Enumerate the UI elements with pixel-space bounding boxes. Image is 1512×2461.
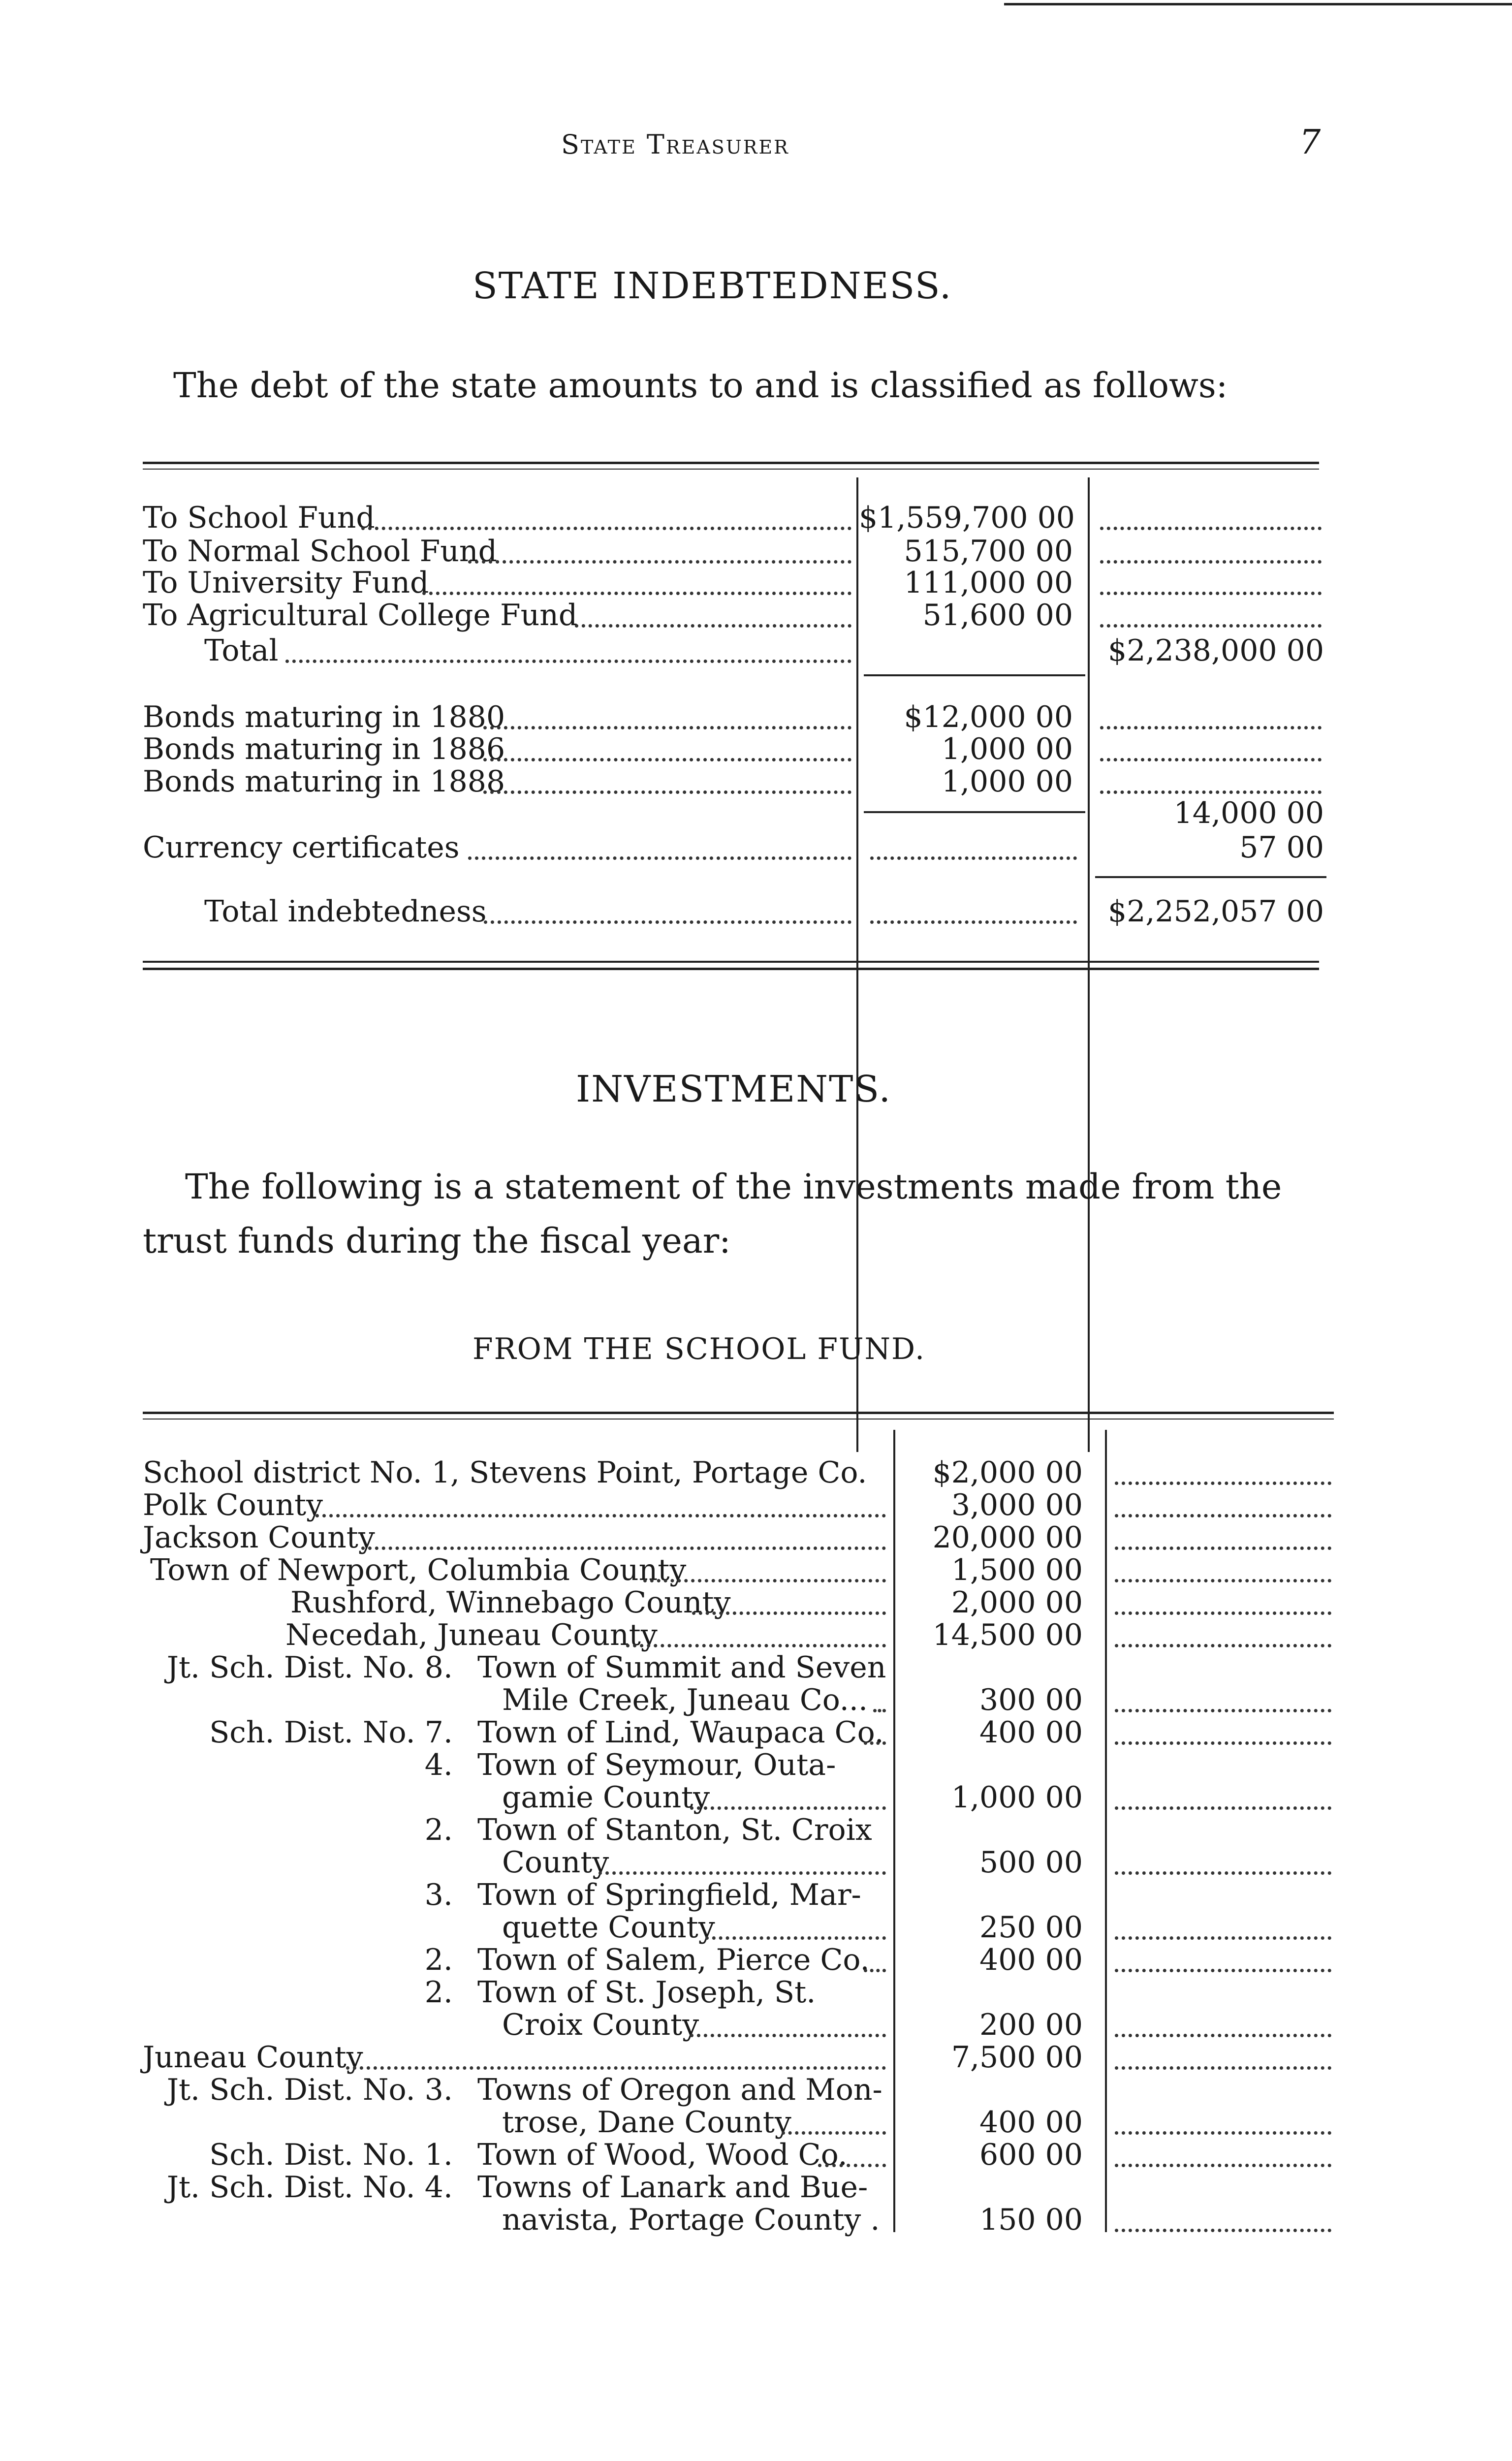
debt-col1-leader — [870, 920, 1077, 924]
investment-district-label: Jt. Sch. Dist. No. 4. — [166, 2170, 453, 2205]
debt-section-title: STATE INDEBTEDNESS. — [472, 265, 952, 307]
investment-amount: 200 00 — [979, 2008, 1083, 2042]
investment-leader — [315, 1514, 886, 1517]
debt-row-label: Bonds maturing in 1880 — [143, 700, 505, 734]
investment-col2-leader — [1115, 1806, 1331, 1810]
investment-amount: 600 00 — [979, 2138, 1083, 2172]
debt-col2-divider — [1088, 477, 1090, 1452]
debt-row-label: Currency certificates — [143, 830, 460, 865]
debt-row-leader — [361, 527, 851, 530]
debt-row-amount: 51,600 00 — [922, 598, 1073, 632]
investment-leader — [346, 2066, 886, 2070]
investment-col2-leader — [1115, 1514, 1331, 1517]
investment-leader — [690, 1806, 886, 1810]
investment-amount: 400 00 — [979, 1715, 1083, 1750]
debt-row-total: 14,000 00 — [1173, 796, 1324, 830]
investment-col2-leader — [1115, 2066, 1331, 2070]
investment-amount: 400 00 — [979, 2105, 1083, 2140]
investment-description: Polk County — [143, 1488, 323, 1522]
investment-leader — [818, 2164, 886, 2167]
investment-description: Town of Summit and Seven — [477, 1650, 886, 1685]
debt-table-bottom-rule — [143, 961, 1319, 963]
investment-amount: 150 00 — [979, 2203, 1083, 2237]
investment-amount: 2,000 00 — [951, 1585, 1083, 1620]
debt-row-amount: 111,000 00 — [904, 566, 1073, 600]
investment-description: Town of Newport, Columbia County — [150, 1553, 687, 1587]
debt-row-label: Bonds maturing in 1886 — [143, 732, 505, 766]
investment-amount: 1,500 00 — [951, 1553, 1083, 1587]
debt-subtotal-underline — [1095, 876, 1326, 878]
debt-row-amount: 1,000 00 — [941, 764, 1073, 799]
debt-row-amount: $12,000 00 — [904, 700, 1073, 734]
debt-total-underline — [864, 674, 1085, 676]
investment-amount: 3,000 00 — [951, 1488, 1083, 1522]
investment-col2-leader — [1115, 1546, 1331, 1550]
debt-col1-leader — [870, 856, 1077, 860]
investment-col2-leader — [1115, 1741, 1331, 1745]
investment-description: Town of Stanton, St. Croix — [477, 1813, 872, 1847]
debt-row-leader — [484, 920, 851, 924]
investment-district-label: Jt. Sch. Dist. No. 3. — [166, 2073, 453, 2107]
debt-intro: The debt of the state amounts to and is classified as follows: — [173, 365, 1228, 406]
investment-amount: 250 00 — [979, 1910, 1083, 1945]
investment-district-number: 2. — [424, 1975, 453, 2010]
investment-leader — [692, 1611, 886, 1615]
debt-table-top-rule-2 — [143, 469, 1319, 470]
debt-row-amount: 515,700 00 — [904, 534, 1073, 568]
investment-district-label: Sch. Dist. No. 1. — [209, 2138, 453, 2172]
debt-col1-divider — [856, 477, 858, 1452]
investment-description-cont: gamie County — [502, 1780, 710, 1815]
debt-row-label: To School Fund — [143, 501, 375, 535]
investment-description: Rushford, Winnebago County — [290, 1585, 731, 1620]
debt-row-label: Bonds maturing in 1888 — [143, 764, 505, 799]
investment-district-label: Sch. Dist. No. 7. — [209, 1715, 453, 1750]
investment-description-cont: Mile Creek, Juneau Co... — [502, 1683, 868, 1717]
investment-description: Town of Seymour, Outa- — [477, 1748, 836, 1782]
investment-amount: 14,500 00 — [932, 1618, 1083, 1652]
investment-district-number: 3. — [424, 1878, 453, 1912]
investment-leader — [864, 1741, 886, 1745]
debt-col2-leader — [1100, 726, 1322, 729]
investment-amount: 500 00 — [979, 1845, 1083, 1880]
investment-description-cont: County — [502, 1845, 609, 1880]
investment-leader — [864, 1969, 886, 1972]
investments-intro-line1: The following is a statement of the investments made from the — [185, 1167, 1282, 1207]
investment-col2-leader — [1115, 1969, 1331, 1972]
investment-description: School district No. 1, Stevens Point, Portage Co. — [143, 1455, 867, 1490]
investment-description: Town of Springfield, Mar- — [477, 1878, 861, 1912]
debt-row-leader — [468, 560, 851, 564]
investment-leader — [598, 1871, 886, 1875]
debt-row-label: Total — [204, 633, 279, 668]
debt-row-total: 57 00 — [1239, 830, 1324, 865]
investment-col2-leader — [1115, 1644, 1331, 1647]
investment-description: Towns of Oregon and Mon- — [477, 2073, 882, 2107]
debt-row-leader — [483, 758, 851, 761]
investments-intro-line2: trust funds during the fiscal year: — [143, 1221, 731, 1261]
investment-amount: $2,000 00 — [932, 1455, 1083, 1490]
investment-description-cont: trose, Dane County — [502, 2105, 791, 2140]
debt-bonds-underline — [864, 811, 1085, 813]
investment-district-number: 4. — [424, 1748, 453, 1782]
investment-leader — [361, 1546, 886, 1550]
investment-leader — [782, 2131, 886, 2135]
investment-amount: 20,000 00 — [932, 1520, 1083, 1555]
investment-description: Jackson County — [143, 1520, 375, 1555]
investment-amount: 300 00 — [979, 1683, 1083, 1717]
investment-col2-leader — [1115, 2229, 1331, 2232]
investment-col2-leader — [1115, 1709, 1331, 1712]
investment-col2-leader — [1115, 2131, 1331, 2135]
investment-amount: 1,000 00 — [951, 1780, 1083, 1815]
debt-row-leader — [483, 790, 851, 794]
investment-leader — [873, 1709, 886, 1712]
investment-description-cont: quette County — [502, 1910, 715, 1945]
investments-subtitle: FROM THE SCHOOL FUND. — [472, 1332, 926, 1366]
running-title: State Treasurer — [561, 129, 789, 160]
debt-row-amount: 1,000 00 — [941, 732, 1073, 766]
investments-title: INVESTMENTS. — [576, 1068, 891, 1110]
debt-row-leader — [285, 660, 851, 663]
investment-col2-leader — [1115, 2034, 1331, 2037]
debt-row-label: Total indebtedness — [204, 894, 487, 929]
debt-row-leader — [483, 726, 851, 729]
debt-row-leader — [575, 624, 851, 628]
debt-col2-leader — [1100, 790, 1322, 794]
investments-col2-divider — [1105, 1430, 1107, 2232]
investment-description: Juneau County — [143, 2040, 363, 2075]
debt-row-label: To Agricultural College Fund — [143, 598, 578, 632]
debt-row-leader — [468, 856, 851, 860]
debt-row-label: To University Fund — [143, 566, 429, 600]
debt-col2-leader — [1100, 592, 1322, 595]
investment-col2-leader — [1115, 1579, 1331, 1582]
investment-amount: 7,500 00 — [951, 2040, 1083, 2075]
debt-row-total: $2,252,057 00 — [1108, 894, 1324, 929]
investment-description: Town of Wood, Wood Co. — [477, 2138, 848, 2172]
investment-description-cont: Croix County — [502, 2008, 699, 2042]
investment-description: Town of Salem, Pierce Co. — [477, 1943, 870, 1977]
debt-table-bottom-rule-2 — [143, 968, 1319, 970]
debt-row-leader — [422, 592, 851, 595]
investment-description-cont: navista, Portage County . — [502, 2203, 880, 2237]
investment-district-number: 2. — [424, 1813, 453, 1847]
debt-col2-leader — [1100, 527, 1322, 530]
investments-table-top-rule — [143, 1412, 1334, 1414]
debt-row-total: $2,238,000 00 — [1108, 633, 1324, 668]
debt-table-top-rule — [143, 462, 1319, 464]
debt-row-label: To Normal School Fund — [143, 534, 497, 568]
investment-leader — [643, 1579, 886, 1582]
debt-col2-leader — [1100, 624, 1322, 628]
investments-table-top-rule-2 — [143, 1419, 1334, 1420]
investment-description: Town of Lind, Waupaca Co. — [477, 1715, 884, 1750]
top-edge-rule — [1004, 3, 1512, 5]
investment-description: Towns of Lanark and Bue- — [477, 2170, 868, 2205]
investment-district-label: Jt. Sch. Dist. No. 8. — [166, 1650, 453, 1685]
investment-col2-leader — [1115, 1871, 1331, 1875]
investment-col2-leader — [1115, 1482, 1331, 1485]
investment-district-number: 2. — [424, 1943, 453, 1977]
investment-col2-leader — [1115, 1611, 1331, 1615]
investment-amount: 400 00 — [979, 1943, 1083, 1977]
investment-description: Necedah, Juneau County — [285, 1618, 658, 1652]
investment-leader — [690, 2034, 886, 2037]
investment-col2-leader — [1115, 1936, 1331, 1940]
debt-col2-leader — [1100, 758, 1322, 761]
debt-row-amount: $1,559,700 00 — [859, 501, 1075, 535]
investment-col2-leader — [1115, 2164, 1331, 2167]
page-number: 7 — [1299, 123, 1321, 162]
investment-leader — [626, 1644, 886, 1647]
debt-col2-leader — [1100, 560, 1322, 564]
investment-leader — [705, 1936, 886, 1940]
investment-description: Town of St. Joseph, St. — [477, 1975, 816, 2010]
investments-col1-divider — [893, 1430, 895, 2232]
